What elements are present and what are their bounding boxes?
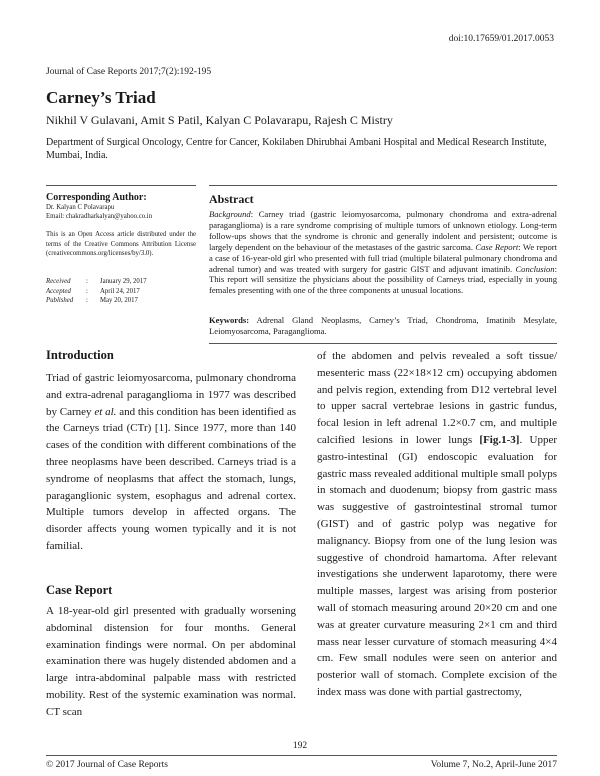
case-report-text: A 18-year-old girl presented with gradually worsening abdominal distension for four months. General examination findings were normal. On per abdominal examination there was hugely distended abdomen and a large intra-abdominal palpable mass with restricted mobility. Rest of the systemic examination was normal. CT scan: [46, 605, 296, 718]
divider: [46, 185, 196, 186]
introduction-heading: Introduction: [46, 348, 114, 362]
date-row-published: Published : May 20, 2017: [46, 297, 138, 305]
case-report-continued: [317, 348, 557, 701]
keywords-list: Adrenal Gland Neoplasms, Carney’s Triad, Chondroma, Imatinib Mesylate, Leiomyosarcoma, Paraganglioma.: [209, 315, 557, 336]
date-value: April 24, 2017: [100, 287, 140, 295]
keywords-label: Keywords:: [209, 315, 250, 325]
open-access-notice: This is an Open Access article distributed under the terms of the Creative Commons Attribution License (creativecommons.org/licenses/by/3.0).: [46, 231, 196, 258]
date-label: Published: [46, 297, 74, 305]
date-row-received: Received : January 29, 2017: [46, 278, 147, 285]
abstract-conclusion-label: Conclusion: [515, 263, 555, 274]
keywords: [209, 315, 557, 337]
affiliation: Department of Surgical Oncology, Centre for Cancer, Kokilaben Dhirubhai Ambani Hospital and Medical Research Institute, Mumbai, India.: [46, 137, 547, 161]
divider: [209, 343, 557, 344]
date-label: Accepted: [46, 287, 71, 295]
intro-text-part: and this condition has been identified as the Carneys triad (CTr) [1]. Since 1977, more than 140 cases of the condition with different combinations of the three neoplasms have been described. Carneys triad is a syndrome of neoplasms that affect the stomach, lungs, paraganglionic system, esophagus and adrenal cortex. Multiple tumors develop in affected organs. The disorder affects young women typically and it is not familial.: [46, 405, 297, 552]
figure-reference[interactable]: [Fig.1-3]: [479, 433, 520, 446]
divider: [209, 185, 557, 186]
footer-rule: [46, 755, 557, 756]
date-label: Received: [46, 278, 71, 285]
abstract-background: : Carney triad (gastric leiomyosarcoma, pulmonary chondroma and extra-adrenal paraganglioma) is a rare syndrome comprising of multiple tumors of unknown etiology. Long-term follow-ups shows that the syndrome is chronic and generally indolent and persistent; outcome is largely dependent on the behaviour of the metastases of the gastric sarcoma.: [209, 209, 557, 252]
introduction-text: [46, 370, 296, 555]
article-title: Carney’s Triad: [46, 88, 156, 107]
page-number: 192: [292, 741, 308, 751]
case-report-heading: Case Report: [46, 583, 113, 597]
abstract-background-label: Background: [209, 209, 251, 219]
footer-volume: Volume 7, No.2, April-June 2017: [430, 760, 557, 770]
date-value: May 20, 2017: [100, 297, 138, 305]
intro-text-part: Triad of gastric leiomyosarcoma, pulmonary chondroma and extra-adrenal paraganglioma in 1977 was described by Carney: [46, 372, 296, 418]
abstract-case-label: Case Report: [475, 241, 519, 252]
case-text-part: of the abdomen and pelvis revealed a soft tissue/ mesenteric mass (22×18×12 cm) occupying abdomen and pelvis region, extending from D12 vertebral level to upper sacral vertebrae lesions in gastric fundus, focal lesion in left adrenal 1.2×0.7 cm, and multiple calcified lesions in lower lungs: [317, 350, 557, 446]
corresponding-author-name: Dr. Kalyan C Polavarapu: [46, 204, 115, 211]
journal-reference: Journal of Case Reports 2017;7(2):192-195: [46, 67, 212, 77]
abstract-case: : We report a case of 16-year-old girl who presented with full triad (multiple bilateral pulmonary chondroma and adrenal tumor) and was treated with surgery for gastric GIST and adjuvant imatinib.: [209, 241, 557, 274]
corresponding-author-heading: Corresponding Author:: [46, 192, 147, 203]
publication-dates: [46, 277, 196, 306]
corresponding-author-email[interactable]: Email: chakradharkalyan@yahoo.co.in: [46, 213, 153, 220]
author-list: Nikhil V Gulavani, Amit S Patil, Kalyan C Polavarapu, Rajesh C Mistry: [46, 113, 393, 127]
doi[interactable]: doi:10.17659/01.2017.0053: [448, 34, 554, 44]
footer-copyright: © 2017 Journal of Case Reports: [46, 760, 168, 770]
date-row-accepted: Accepted : April 24, 2017: [46, 287, 140, 295]
case-text-part: . Upper gastro-intestinal (GI) endoscopic evaluation for gastric mass revealed additional multiple small polyps in stomach and duodenum; biopsy from gastric mass was suggestive of gastrointestinal stromal tumor (GIST) and of gastric polyp was negative for malignancy. Biopsy from one of the lung lesion was suggestive of chondroid hamartoma. After relevant investigations she underwent laparotomy, there were multiple masses, largest was arising from posterior wall of stomach measuring around 20×20 cm and one was at greater curvature measuring 2×1 cm and third mass near lesser curvature of stomach measuring 4×4 cm. Few small nodules were seen on anterior and posterior wall of stomach. Complete excision of the index mass was done with partial gastrectomy,: [317, 433, 557, 698]
abstract-heading: Abstract: [209, 192, 254, 206]
abstract-conclusion: : This report will sensitize the physicians about the possibility of Carneys triad, especially in young females presenting with one of the three components at unusual locations.: [209, 263, 557, 296]
date-value: January 29, 2017: [100, 278, 147, 285]
abstract-text: [209, 209, 557, 296]
intro-et-al: et al.: [94, 405, 117, 418]
